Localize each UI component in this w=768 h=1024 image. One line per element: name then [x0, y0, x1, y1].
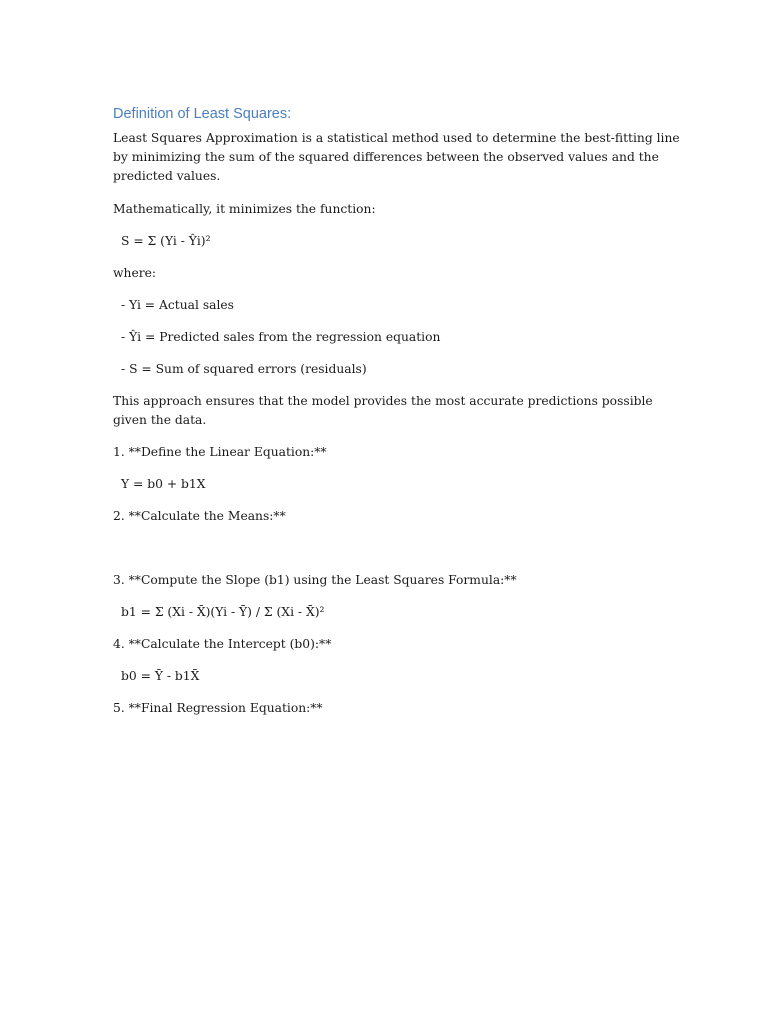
step-4-formula: b0 = Ȳ - b1X̄ — [121, 669, 200, 683]
definition-yhat: - Ŷi = Predicted sales from the regression equation — [121, 330, 441, 344]
step-3-formula: b1 = Σ (Xi - X̄)(Yi - Ȳ) / Σ (Xi - X̄)² — [121, 605, 325, 619]
section-heading: Definition of Least Squares: — [113, 106, 292, 122]
step-4: 4. **Calculate the Intercept (b0):** — [113, 637, 332, 651]
step-5: 5. **Final Regression Equation:** — [113, 701, 323, 715]
step-1: 1. **Define the Linear Equation:** — [113, 445, 327, 459]
intro-line-1: Least Squares Approximation is a statistical method used to determine the best-fitting line — [113, 131, 680, 145]
formula-s: S = Σ (Yi - Ŷi)² — [121, 234, 211, 248]
intro-line-3: predicted values. — [113, 169, 221, 183]
definition-yi: - Yi = Actual sales — [121, 298, 234, 312]
definition-s: - S = Sum of squared errors (residuals) — [121, 362, 367, 376]
math-intro: Mathematically, it minimizes the function: — [113, 202, 376, 216]
intro-line-2: by minimizing the sum of the squared differences between the observed values and the — [113, 150, 659, 164]
where-label: where: — [113, 266, 157, 280]
conclusion-line-2: given the data. — [113, 413, 207, 427]
step-3: 3. **Compute the Slope (b1) using the Least Squares Formula:** — [113, 573, 517, 587]
conclusion-line-1: This approach ensures that the model provides the most accurate predictions possible — [113, 394, 653, 408]
step-1-formula: Y = b0 + b1X — [121, 477, 206, 491]
step-2: 2. **Calculate the Means:** — [113, 509, 286, 523]
